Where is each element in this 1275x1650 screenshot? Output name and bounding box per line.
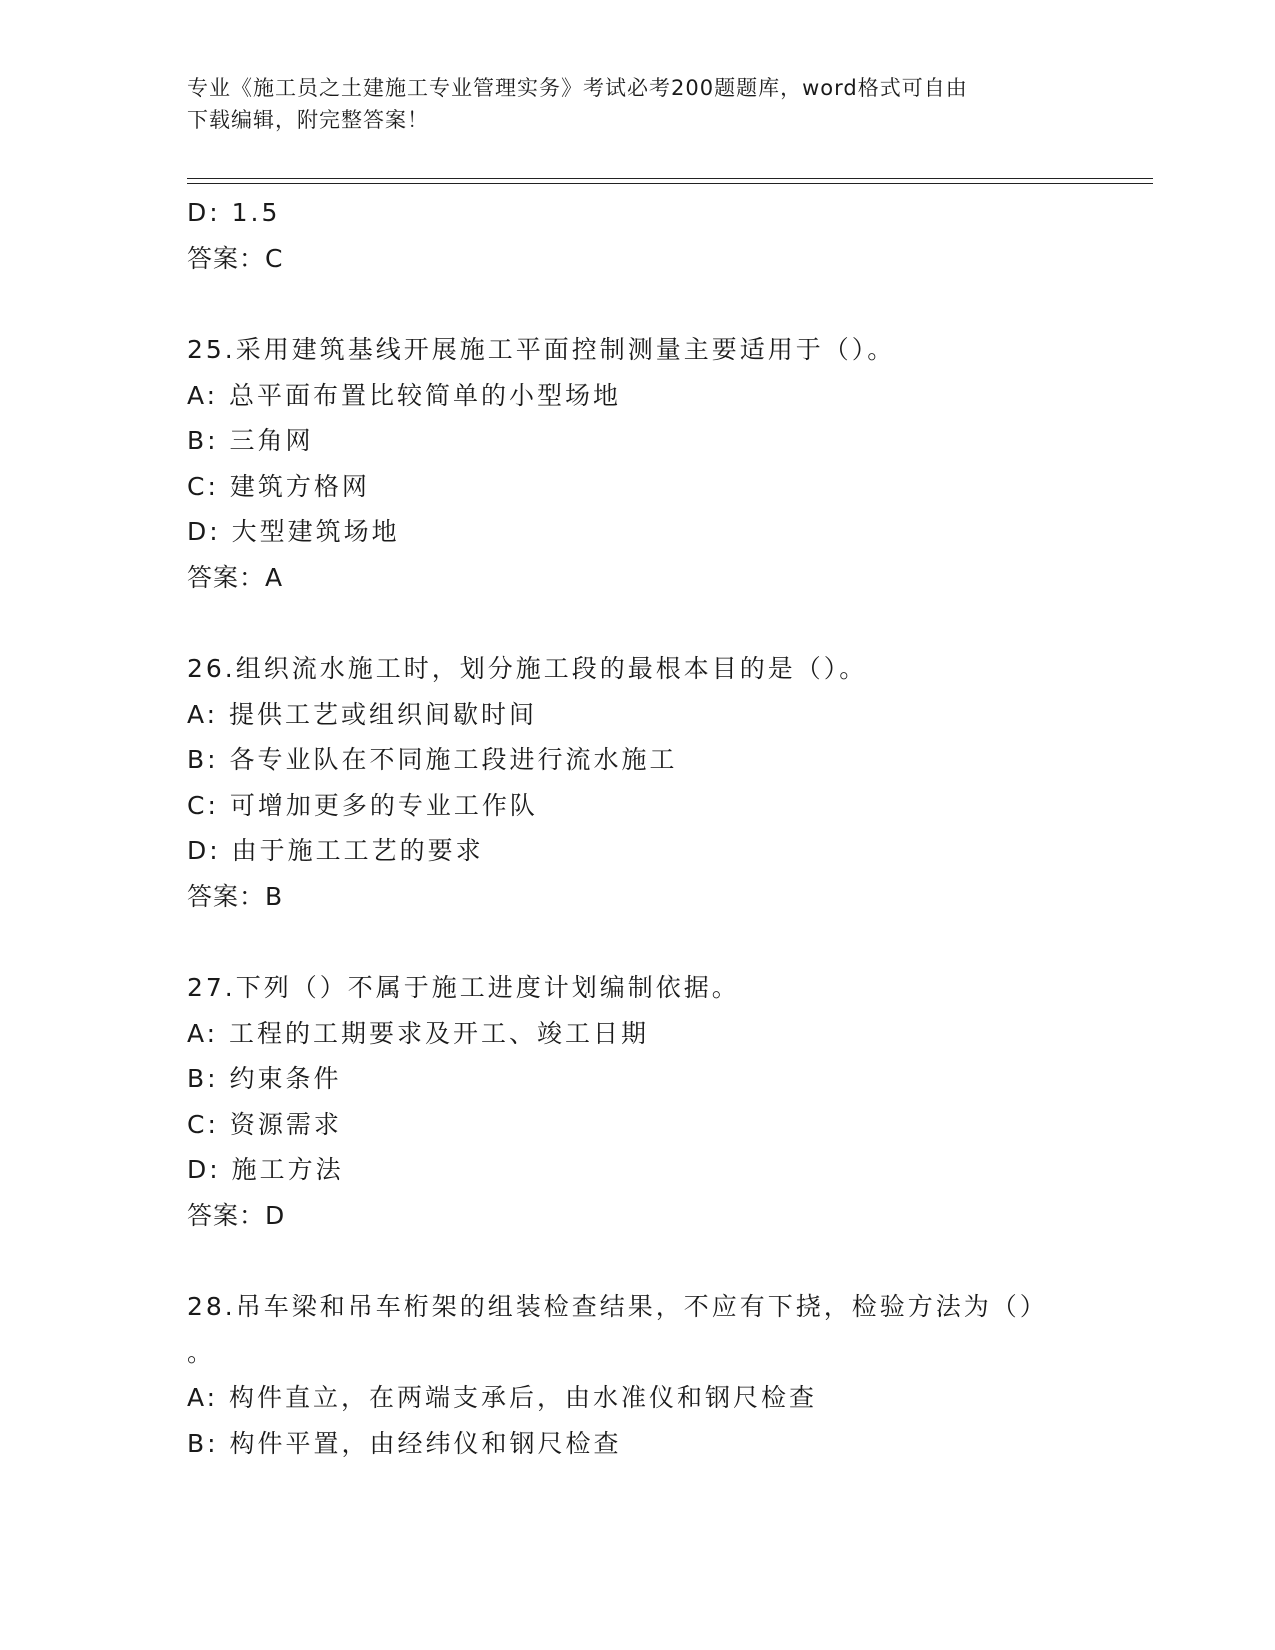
option-b: B: 构件平置，由经纬仪和钢尺检查 — [187, 1428, 622, 1458]
question-stem-continuation: 。 — [187, 1337, 216, 1367]
question-stem: 26.组织流水施工时，划分施工段的最根本目的是（）。 — [187, 654, 868, 683]
option-a: A: 构件直立，在两端支承后，由水准仪和钢尺检查 — [187, 1383, 818, 1412]
header-line-1: 专业《施工员之土建施工专业管理实务》考试必考200题题库，word格式可自由 — [187, 76, 968, 100]
header-line-2: 下载编辑，附完整答案！ — [187, 108, 429, 132]
option-a: A: 总平面布置比较简单的小型场地 — [187, 380, 622, 410]
option-d: D: 施工方法 — [187, 1155, 344, 1184]
option-d: D: 由于施工工艺的要求 — [187, 836, 484, 865]
question-27 — [187, 965, 1153, 1238]
prev-option-d: D: 1.5 — [187, 198, 281, 227]
option-c: C: 建筑方格网 — [187, 471, 370, 501]
prev-answer: 答案：C — [187, 243, 284, 273]
option-b: B: 各专业队在不同施工段进行流水施工 — [187, 745, 678, 774]
answer: 答案：D — [187, 1200, 286, 1230]
question-stem: 28.吊车梁和吊车桁架的组装检查结果，不应有下挠，检验方法为（） — [187, 1292, 1048, 1321]
question-25 — [187, 327, 1153, 600]
question-stem: 25.采用建筑基线开展施工平面控制测量主要适用于（）。 — [187, 335, 896, 364]
question-26 — [187, 646, 1153, 919]
option-d: D: 大型建筑场地 — [187, 517, 400, 546]
question-content — [187, 190, 1153, 1466]
document-header — [187, 72, 1067, 136]
option-a: A: 工程的工期要求及开工、竣工日期 — [187, 1018, 650, 1048]
answer: 答案：A — [187, 562, 284, 592]
option-a: A: 提供工艺或组织间歇时间 — [187, 699, 538, 729]
option-b: B: 三角网 — [187, 426, 314, 455]
header-divider-bottom — [187, 183, 1153, 184]
question-stem: 27.下列（）不属于施工进度计划编制依据。 — [187, 973, 740, 1002]
option-c: C: 资源需求 — [187, 1109, 342, 1139]
question-28 — [187, 1284, 1153, 1466]
header-divider-top — [187, 178, 1153, 179]
option-b: B: 约束条件 — [187, 1064, 342, 1093]
option-c: C: 可增加更多的专业工作队 — [187, 790, 538, 820]
answer: 答案：B — [187, 881, 284, 911]
